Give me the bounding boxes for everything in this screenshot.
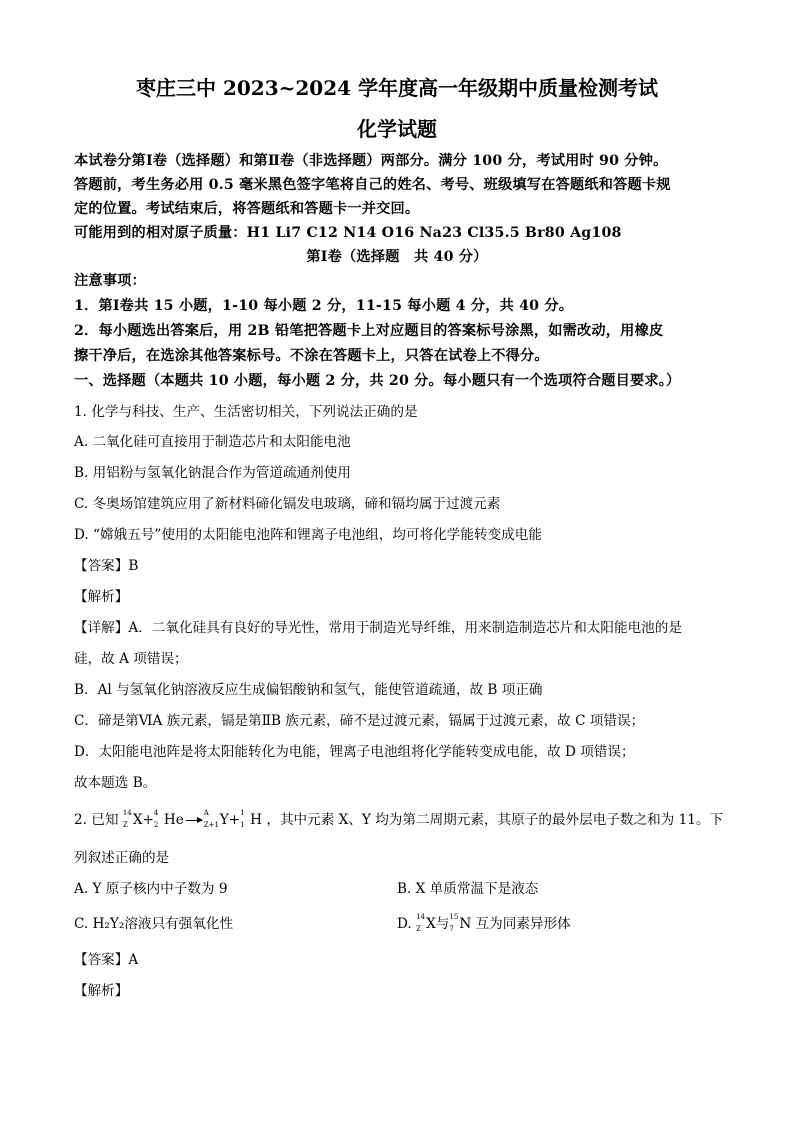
symbol-x: X bbox=[132, 812, 143, 828]
q1-stem: 1. 化学与科技、生产、生活密切相关，下列说法正确的是 bbox=[74, 404, 418, 420]
symbol-x-d: X bbox=[426, 916, 436, 932]
q1-detail-1: 【详解】A．二氧化硅具有良好的导光性，常用于制造光导纤维，用来制造制造芯片和太阳能电池的是 bbox=[74, 620, 682, 636]
nuclide-x-d: 14 Z bbox=[416, 912, 425, 933]
symbol-y: Y bbox=[219, 812, 229, 828]
nuclide-n: 15 7 bbox=[449, 912, 459, 933]
symbol-n: N bbox=[459, 916, 472, 932]
q2-stem-prefix: 2. 已知 bbox=[74, 812, 119, 828]
part1-heading: 第Ⅰ卷（选择题 共 40 分） bbox=[306, 249, 488, 265]
q2-option-c bbox=[74, 912, 233, 932]
q2-option-c-formula: H₂Y₂ bbox=[92, 916, 125, 932]
symbol-h: H bbox=[250, 812, 263, 828]
q2-option-c-text: 溶液只有强氧化性 bbox=[124, 916, 234, 932]
q2-option-d-text: 互为同素异形体 bbox=[475, 916, 571, 932]
q2-stem-line-2: 列叙述正确的是 bbox=[74, 850, 170, 866]
q1-detail-3: B．Al 与氢氧化钠溶液反应生成偏铝酸钠和氢气，能使管道疏通，故 B 项正确 bbox=[74, 682, 543, 698]
q2-option-d-mid: 与 bbox=[435, 916, 450, 932]
intro-line-2: 答题前，考生务必用 0.5 毫米黑色签字笔将自己的姓名、考号、班级填写在答题纸和答题卡规 bbox=[74, 177, 671, 193]
reaction-arrow-icon bbox=[186, 820, 202, 821]
q1-answer: 【答案】B bbox=[74, 558, 139, 574]
symbol-he: He bbox=[163, 812, 184, 828]
exam-subtitle: 化学试题 bbox=[357, 117, 437, 141]
q1-detail-2: 硅，故 A 项错误； bbox=[74, 651, 188, 667]
q2-option-c-label: C. bbox=[74, 916, 89, 932]
q2-option-a: A. Y 原子核内中子数为 9 bbox=[74, 881, 228, 897]
q1-analysis-label: 【解析】 bbox=[74, 589, 129, 605]
note-2: 2．每小题选出答案后，用 2B 铅笔把答题卡上对应题目的答案标号涂黑，如需改动，用橡皮 bbox=[74, 323, 664, 339]
intro-line-4: 可能用到的相对原子质量：H1 Li7 C12 N14 O16 Na23 Cl35.5 Br80 Ag108 bbox=[74, 225, 622, 241]
q1-detail-4: C．碲是第ⅥA 族元素，镉是第ⅡB 族元素，碲不是过渡元素，镉属于过渡元素，故 C 项错误； bbox=[74, 713, 645, 729]
q2-option-b: B. X 单质常温下是液态 bbox=[397, 881, 539, 897]
nuclide-h: 1 1 bbox=[240, 808, 245, 829]
q1-detail-5: D．太阳能电池阵是将太阳能转化为电能，锂离子电池组将化学能转变成电能，故 D 项错误； bbox=[74, 744, 635, 760]
q1-option-d: D. “嫦娥五号”使用的太阳能电池阵和锂离子电池组，均可将化学能转变成电能 bbox=[74, 527, 542, 543]
nuclide-x: 14 Z bbox=[122, 808, 132, 829]
q2-analysis-label: 【解析】 bbox=[74, 983, 129, 999]
q1-option-b: B. 用铝粉与氢氧化钠混合作为管道疏通剂使用 bbox=[74, 465, 351, 481]
intro-line-3: 定的位置。考试结束后，将答题纸和答题卡一并交回。 bbox=[74, 201, 420, 217]
section-1-heading: 一、选择题（本题共 10 小题，每小题 2 分，共 20 分。每小题只有一个选项符合题目要求。） bbox=[74, 373, 681, 389]
note-1: 1．第Ⅰ卷共 15 小题，1-10 每小题 2 分，11-15 每小题 4 分，共 40 分。 bbox=[74, 298, 574, 314]
q1-option-a: A. 二氧化硅可直接用于制造芯片和太阳能电池 bbox=[74, 434, 351, 450]
q2-answer: 【答案】A bbox=[74, 952, 139, 968]
q2-stem-suffix: ，其中元素 X、Y 均为第二周期元素，其原子的最外层电子数之和为 11。下 bbox=[266, 812, 724, 828]
nuclide-he: 4 2 bbox=[153, 808, 159, 829]
q2-stem: 2. 已知 14 Z X+ 4 2 He A Z+1 Y+ 1 1 H ，其中元素 X、Y 均为第二周期元素，其原子的最外层电子数之和为 11。下 bbox=[74, 808, 724, 829]
notes-heading: 注意事项： bbox=[74, 273, 146, 289]
q1-detail-6: 故本题选 B。 bbox=[74, 775, 157, 791]
intro-line-1: 本试卷分第Ⅰ卷（选择题）和第Ⅱ卷（非选择题）两部分。满分 100 分，考试用时 90 分钟。 bbox=[74, 153, 668, 169]
nuclide-y: A Z+1 bbox=[203, 808, 219, 829]
exam-title: 枣庄三中 2023~2024 学年度高一年级期中质量检测考试 bbox=[135, 76, 658, 100]
q2-option-d-label: D. bbox=[397, 916, 412, 932]
q1-option-c: C. 冬奥场馆建筑应用了新材料碲化镉发电玻璃，碲和镉均属于过渡元素 bbox=[74, 496, 501, 512]
note-3: 擦干净后，在选涂其他答案标号。不涂在答题卡上，只答在试卷上不得分。 bbox=[74, 348, 549, 364]
q2-option-d bbox=[397, 912, 571, 932]
